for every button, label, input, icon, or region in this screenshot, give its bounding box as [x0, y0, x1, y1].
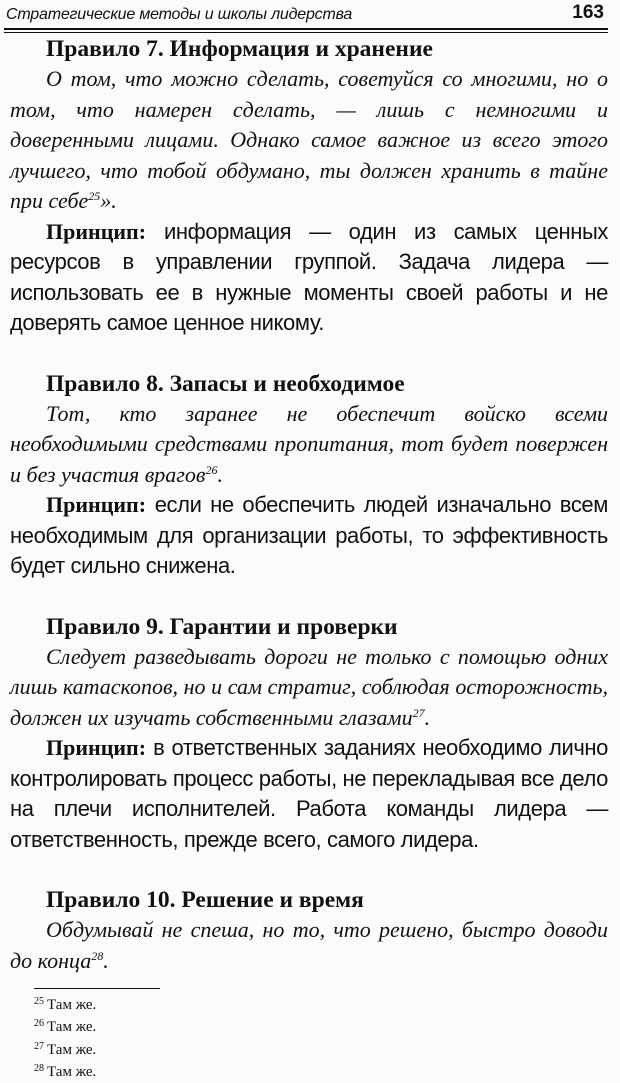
rule-principle — [10, 217, 608, 339]
page-number: 163 — [572, 2, 604, 23]
quote-tail: ». — [100, 188, 117, 213]
rule-section — [10, 369, 608, 582]
footnote-text: Там же. — [47, 1041, 97, 1058]
quote-text: Следует разведывать дороги не только с помощью одних лишь катаскопов, но и сам стратиг, соблюдая осторожность, должен их изучать собственными глазами — [10, 643, 608, 730]
rule-heading: Правило 9. Гарантии и проверки — [46, 613, 398, 640]
quote-text: Обдумывай не спеша, но то, что решено, быстро доводи до конца — [10, 917, 608, 973]
principle-label: Принцип: — [46, 735, 147, 760]
footnote — [34, 1061, 96, 1083]
footnote-ref: 28 — [91, 948, 104, 963]
footnotes — [34, 994, 96, 1083]
footnote — [34, 1039, 96, 1061]
footnote — [34, 1016, 96, 1038]
rule-quote — [10, 64, 608, 217]
quote-text: Тот, кто заранее не обеспечит войско всеми необходимыми средствами пропитания, тот будет повержен и без участия врагов — [10, 400, 608, 487]
footnote-text: Там же. — [47, 1063, 97, 1080]
rule-quote — [10, 915, 608, 976]
rule-heading: Правило 8. Запасы и необходимое — [46, 370, 405, 397]
header-rule-thick — [4, 28, 608, 30]
footnote-number: 28 — [34, 1062, 44, 1074]
footnote-rule — [34, 988, 160, 989]
rule-quote — [10, 642, 608, 734]
quote-tail: . — [103, 947, 109, 973]
rule-quote — [10, 399, 608, 491]
footnote-number: 27 — [34, 1040, 44, 1052]
footnote-number: 25 — [34, 996, 44, 1007]
footnote-text: Там же. — [47, 1019, 97, 1036]
principle-text: в ответственных заданиях необходимо лично контролировать процесс работы, не перекладывая все дело на плечи исполнителей. Работа команды лидера — ответственность, прежде всего, самого лидера. — [10, 735, 608, 852]
rule-section — [10, 34, 608, 339]
rule-principle — [10, 733, 608, 855]
principle-text: если не обеспечить людей изначально всем необходимым для организации работы, то эффективность будет сильно снижена. — [10, 492, 608, 578]
footnote-ref: 26 — [205, 462, 218, 477]
principle-text: информация — один из самых ценных ресурсов в управлении группой. Задача лидера — использовать ее в нужные моменты своей работы и не доверять самое ценное никому. — [10, 218, 608, 335]
section-gap — [10, 855, 608, 885]
principle-label: Принцип: — [46, 492, 147, 517]
quote-tail: . — [217, 461, 223, 487]
page-body — [10, 34, 608, 976]
principle-label: Принцип: — [46, 218, 147, 244]
rule-section — [10, 885, 608, 976]
section-gap — [10, 339, 608, 369]
header-rule-thin — [4, 32, 608, 33]
footnote — [34, 994, 96, 1016]
rule-heading: Правило 10. Решение и время — [46, 887, 364, 913]
rule-heading: Правило 7. Информация и хранение — [46, 36, 433, 62]
running-head-title: Стратегические методы и школы лидерства — [6, 6, 353, 23]
footnote-ref: 27 — [412, 705, 425, 720]
running-head — [6, 2, 604, 24]
section-gap — [10, 582, 608, 612]
footnote-ref: 25 — [88, 189, 101, 203]
quote-tail: . — [424, 704, 431, 730]
rule-section — [10, 612, 608, 856]
footnote-number: 26 — [34, 1018, 44, 1030]
rule-principle — [10, 490, 608, 582]
quote-text: О том, что можно сделать, советуйся со многими, но о том, что намерен сделать, — лишь с немногими и доверенными лицами. Однако самое важное из всего этого лучшего, что тобой обдумано, ты должен хранить в тайне при себе — [10, 66, 608, 213]
footnote-text: Там же. — [47, 997, 97, 1013]
